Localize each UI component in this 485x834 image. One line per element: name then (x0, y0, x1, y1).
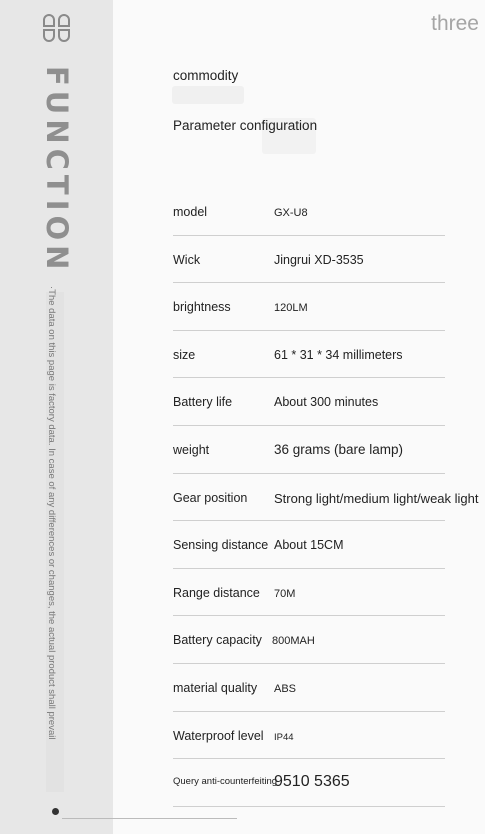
parameter-label: brightness (173, 300, 231, 315)
sidebar-title: FUNCTION (40, 66, 74, 275)
parameter-table (173, 188, 479, 807)
parameter-label: Waterproof level (173, 728, 264, 743)
parameter-label: material quality (173, 680, 258, 695)
parameter-value: About 15CM (274, 538, 344, 553)
parameter-value: ABS (274, 682, 297, 695)
parameter-value: About 300 minutes (274, 395, 379, 410)
parameter-row-wick (173, 236, 445, 284)
parameter-label: Battery capacity (173, 633, 262, 648)
page-number: three (431, 12, 479, 35)
parameter-label: size (173, 347, 196, 362)
bullet-dot (52, 808, 59, 815)
parameter-value: Strong light/medium light/weak light (274, 490, 479, 506)
sidebar (0, 0, 113, 834)
parameter-row-battery-life (173, 378, 445, 426)
parameter-value: Jingrui XD-3535 (274, 252, 364, 267)
parameter-row-sensing-distance (173, 521, 445, 569)
parameter-label: model (173, 205, 208, 219)
bottom-divider (62, 818, 237, 819)
parameter-label: Wick (173, 252, 201, 267)
parameter-row-waterproof-level (173, 712, 445, 760)
parameter-label: Battery life (173, 395, 233, 410)
parameter-value: 36 grams (bare lamp) (274, 441, 404, 457)
blurred-patch (172, 86, 244, 104)
parameter-row-size (173, 331, 445, 379)
parameter-label: weight (173, 442, 210, 457)
parameter-row-gear-position (173, 474, 479, 522)
parameter-configuration-heading: Parameter configuration (173, 118, 318, 133)
parameter-row-weight (173, 426, 445, 474)
sidebar-note: ·The data on this page is factory data. In case of any differences or changes, the actual product shall prevail (46, 286, 57, 740)
parameter-row-model (173, 188, 445, 236)
parameter-row-anti-counterfeiting (173, 759, 445, 807)
parameter-label: Range distance (173, 585, 260, 600)
parameter-value: GX-U8 (274, 207, 308, 219)
parameter-label: Query anti-counterfeiting (173, 776, 278, 788)
parameter-row-material-quality (173, 664, 445, 712)
parameter-value: 70M (274, 587, 296, 600)
parameter-value: 9510 5365 (274, 773, 350, 791)
parameter-value: IP44 (274, 731, 294, 743)
parameter-value: 800MAH (272, 635, 315, 648)
brand-logo-icon (41, 12, 73, 44)
parameter-row-range-distance (173, 569, 445, 617)
parameter-label: Sensing distance (173, 538, 269, 553)
commodity-heading: commodity (173, 68, 239, 83)
parameter-row-brightness (173, 283, 445, 331)
parameter-value: 120LM (274, 302, 308, 315)
parameter-label: Gear position (173, 490, 248, 505)
parameter-row-battery-capacity (173, 616, 445, 664)
parameter-value: 61 * 31 * 34 millimeters (274, 347, 403, 362)
